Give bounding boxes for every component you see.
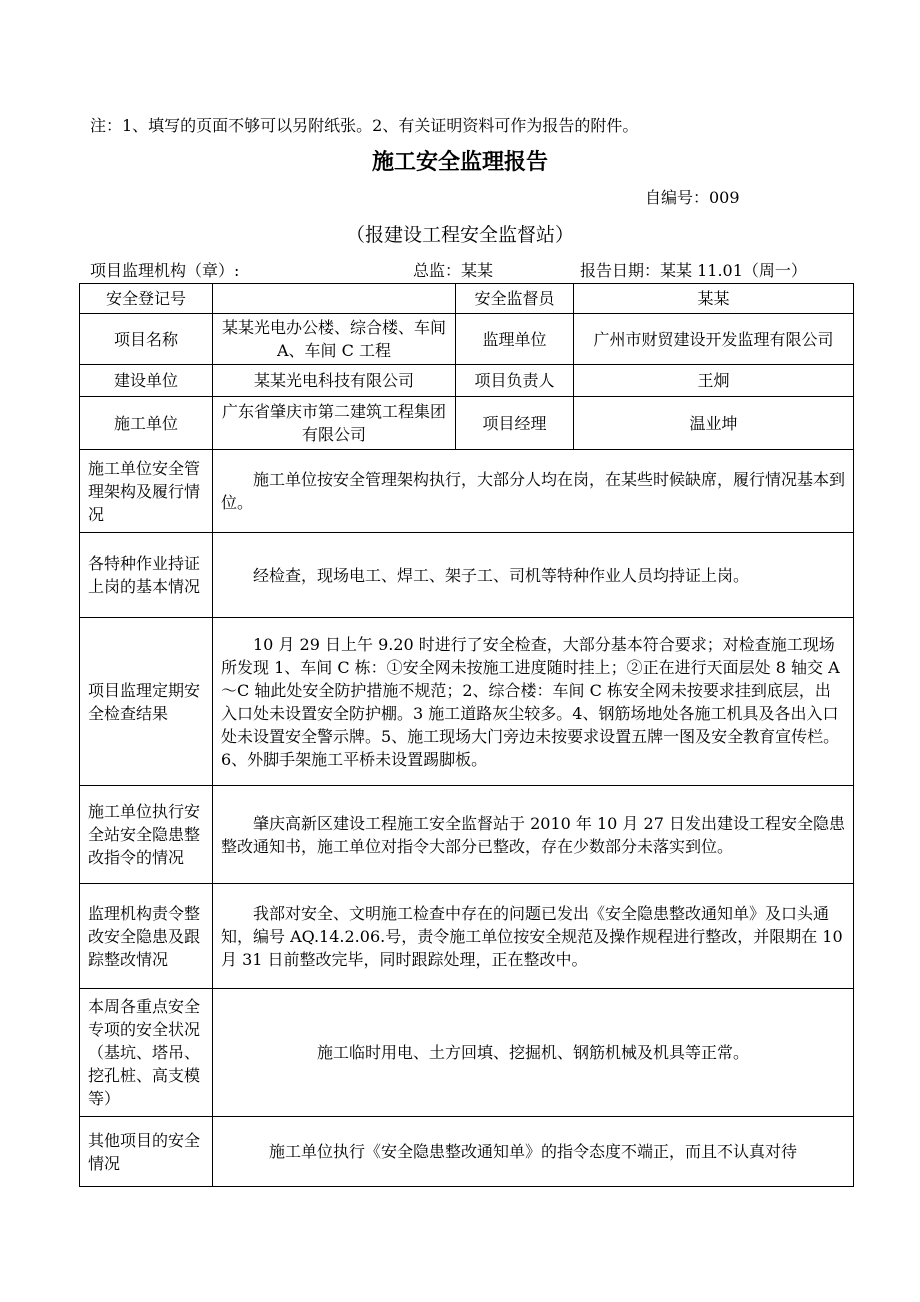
supervisor-label: 安全监督员 [456,284,574,314]
section-content: 施工临时用电、土方回填、挖掘机、钢筋机械及机具等正常。 [213,989,854,1117]
report-table [79,283,854,1187]
report-subtitle: （报建设工程安全监督站） [345,224,574,246]
supervision-unit-value: 广州市财贸建设开发监理有限公司 [574,314,854,365]
table-row [80,397,854,450]
report-title: 施工安全监理报告 [371,150,548,175]
section-label: 施工单位安全管理架构及履行情况 [80,450,213,533]
section-content: 经检查，现场电工、焊工、架子工、司机等特种作业人员均持证上岗。 [213,533,854,618]
supervisor-value: 某某 [574,284,854,314]
section-content: 施工单位按安全管理架构执行，大部分人均在岗，在某些时候缺席，履行情况基本到位。 [213,450,854,533]
section-content: 肇庆高新区建设工程施工安全监督站于 2010 年 10 月 27 日发出建设工程安全隐患整改通知书，施工单位对指令大部分已整改，存在少数部分未落实到位。 [213,786,854,884]
table-row [80,786,854,884]
safety-reg-no-label: 安全登记号 [80,284,213,314]
construction-owner-label: 建设单位 [80,365,213,397]
project-name-label: 项目名称 [80,314,213,365]
section-label: 各特种作业持证上岗的基本情况 [80,533,213,618]
project-manager-label: 项目经理 [456,397,574,450]
footnote: 注：1、填写的页面不够可以另附纸张。2、有关证明资料可作为报告的附件。 [90,116,639,135]
safety-reg-no-value [213,284,456,314]
builder-value: 广东省肇庆市第二建筑工程集团有限公司 [213,397,456,450]
section-label: 项目监理定期安全检查结果 [80,618,213,786]
report-date: 报告日期：某某 11.01（周一） [580,261,807,280]
section-content: 施工单位执行《安全隐患整改通知单》的指令态度不端正，而且不认真对待 [213,1117,854,1187]
supervision-org: 项目监理机构（章）: [90,261,240,280]
section-label: 监理机构责令整改安全隐患及跟踪整改情况 [80,884,213,989]
project-manager-value: 温业坤 [574,397,854,450]
table-row [80,365,854,397]
project-name-value: 某某光电办公楼、综合楼、车间 A、车间 C 工程 [213,314,456,365]
section-label: 本周各重点安全专项的安全状况（基坑、塔吊、挖孔桩、高支模等） [80,989,213,1117]
project-lead-value: 王炯 [574,365,854,397]
table-row [80,284,854,314]
builder-label: 施工单位 [80,397,213,450]
table-row [80,618,854,786]
section-content: 我部对安全、文明施工检查中存在的问题已发出《安全隐患整改通知单》及口头通知，编号 AQ.14.2.06.号，责令施工单位按安全规范及操作规程进行整改，并限期在 10 月 31 日前整改完毕，同时跟踪处理，正在整改中。 [213,884,854,989]
table-row [80,989,854,1117]
table-row [80,884,854,989]
section-label: 其他项目的安全情况 [80,1117,213,1187]
supervision-unit-label: 监理单位 [456,314,574,365]
section-content: 10 月 29 日上午 9.20 时进行了安全检查，大部分基本符合要求；对检查施工现场所发现 1、车间 C 栋：①安全网未按施工进度随时挂上；②正在进行天面层处 8 轴交 A～C 轴此处安全防护措施不规范；2、综合楼：车间 C 栋安全网未按要求挂到底层，出入口处未设置安全防护棚。3 施工道路灰尘较多。4、钢筋场地处各施工机具及各出入口处未设置安全警示牌。5、施工现场大门旁边未按要求设置五牌一图及安全教育宣传栏。6、外脚手架施工平桥未设置踢脚板。 [213,618,854,786]
project-lead-label: 项目负责人 [456,365,574,397]
serial-number: 自编号：009 [645,188,740,207]
section-label: 施工单位执行安全站安全隐患整改指令的情况 [80,786,213,884]
construction-owner-value: 某某光电科技有限公司 [213,365,456,397]
table-row [80,450,854,533]
table-row [80,314,854,365]
table-row [80,533,854,618]
table-row [80,1117,854,1187]
chief-supervisor: 总监：某某 [413,261,494,280]
